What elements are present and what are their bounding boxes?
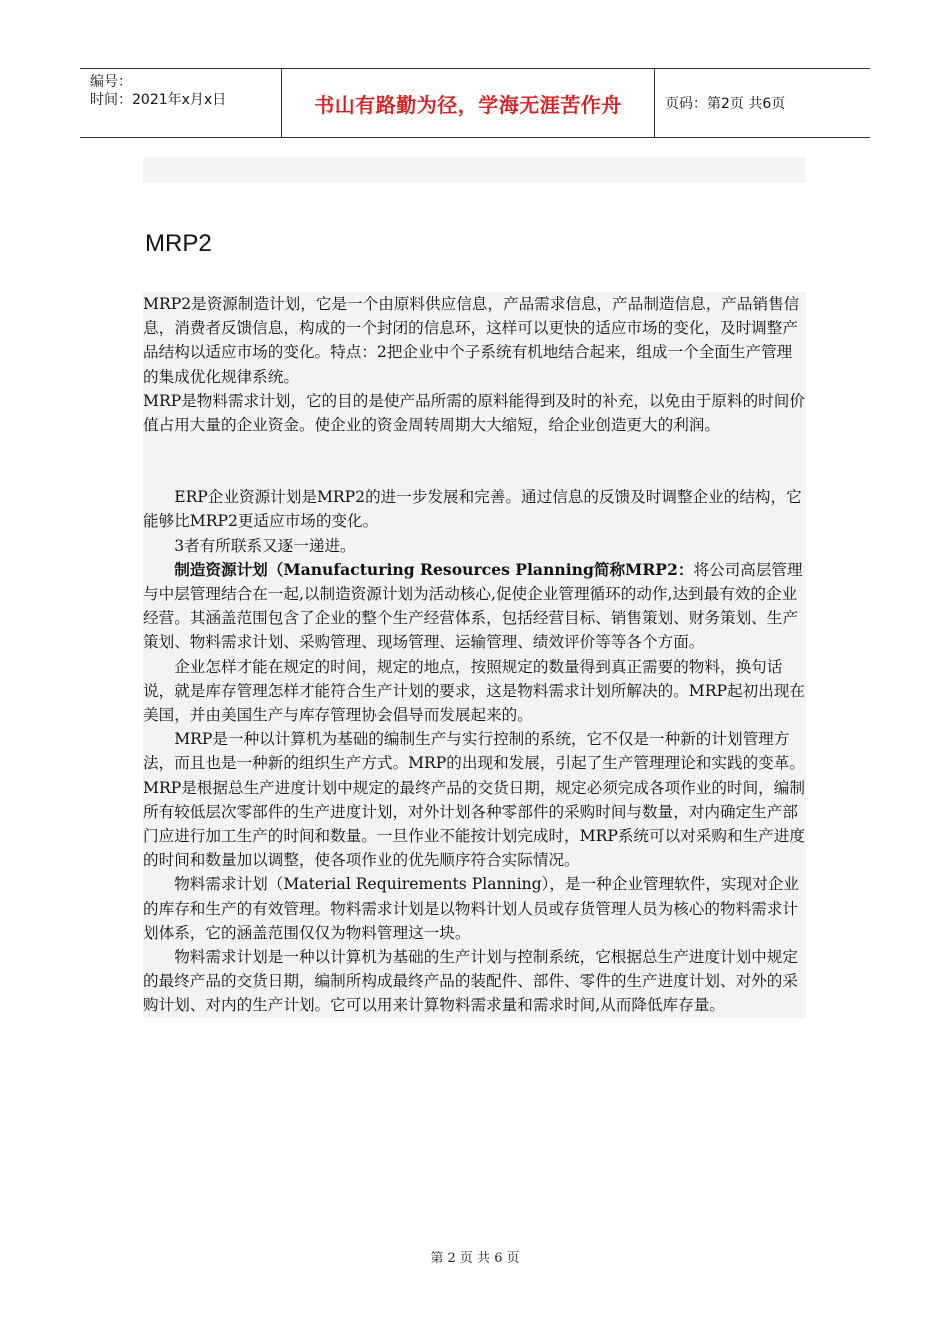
document-title: MRP2 — [145, 230, 212, 257]
time-label: 时间：2021年x月x日 — [90, 92, 227, 108]
paragraph-mrp2-detail — [143, 558, 806, 655]
header-motto: 书山有路勤为径，学海无涯苦作舟 — [282, 69, 655, 137]
shaded-band — [143, 157, 806, 183]
header-meta — [80, 69, 282, 137]
mrp2-term: 制造资源计划（Manufacturing Resources Planning简称MRP2： — [174, 559, 694, 579]
paragraph-material-requirements-planning: 物料需求计划（Material Requirements Planning），是一种企业管理软件，实现对企业的库存和生产的有效管理。物料需求计划是以物料计划人员或存货管理人员为核心的物料需求计划体系，它的涵盖范围仅仅为物料管理这一块。 — [143, 875, 799, 942]
paragraph-mrp2-definition: MRP2是资源制造计划，它是一个由原料供应信息，产品需求信息，产品制造信息，产品销售信息，消费者反馈信息，构成的一个封闭的信息环，这样可以更快的适应市场的变化，及时调整产品结构以适应市场的变化。特点：2把企业中个子系统有机地结合起来，组成一个全面生产管理的集成优化规律系统。 — [143, 295, 800, 386]
document-body — [143, 292, 806, 1018]
paragraph-relation: 3者有所联系又逐一递进。 — [174, 536, 356, 555]
mrp2-detail-text: 将公司高层管理与中层管理结合在一起,以制造资源计划为活动核心,促使企业管理循环的动作,达到最有效的企业经营。其涵盖范围包含了企业的整个生产经营体系，包括经营目标、销售策划、财务策划、生产策划、物料需求计划、采购管理、现场管理、运输管理、绩效评价等等各个方面。 — [143, 560, 803, 652]
paragraph-material-question: 企业怎样才能在规定的时间，规定的地点，按照规定的数量得到真正需要的物料，换句话说，就是库存管理怎样才能符合生产计划的要求，这是物料需求计划所解决的。MRP起初出现在美国，并由美国生产与库存管理协会倡导而发展起来的。 — [143, 657, 805, 725]
page-header — [80, 68, 870, 138]
header-page-info: 页码：第2页 共6页 — [665, 96, 786, 112]
page-footer: 第 2 页 共 6 页 — [430, 1251, 520, 1266]
paragraph-mrp-control: 物料需求计划是一种以计算机为基础的生产计划与控制系统，它根据总生产进度计划中规定的最终产品的交货日期，编制所构成最终产品的装配件、部件、零件的生产进度计划、对外的采购计划、对内的生产计划。它可以用来计算物料需求量和需求时间,从而降低库存量。 — [143, 948, 798, 1015]
number-label: 编号： — [90, 74, 132, 90]
paragraph-mrp-definition: MRP是物料需求计划，它的目的是使产品所需的原料能得到及时的补充，以免由于原料的时间价值占用大量的企业资金。使企业的资金周转周期大大缩短，给企业创造更大的利润。 — [143, 391, 805, 435]
paragraph-erp: ERP企业资源计划是MRP2的进一步发展和完善。通过信息的反馈及时调整企业的结构，它能够比MRP2更适应市场的变化。 — [143, 488, 802, 531]
paragraph-mrp-system: MRP是一种以计算机为基础的编制生产与实行控制的系统，它不仅是一种新的计划管理方法，而且也是一种新的组织生产方式。MRP的出现和发展，引起了生产管理理论和实践的变革。MRP是根据总生产进度计划中规定的最终产品的交货日期，规定必须完成各项作业的时间，编制所有较低层次零部件的生产进度计划，对外计划各种零部件的采购时间与数量，对内确定生产部门应进行加工生产的时间和数量。一旦作业不能按计划完成时，MRP系统可以对采购和生产进度的时间和数量加以调整，使各项作业的优先顺序符合实际情况。 — [143, 730, 805, 870]
paragraph-spacer — [143, 437, 806, 485]
